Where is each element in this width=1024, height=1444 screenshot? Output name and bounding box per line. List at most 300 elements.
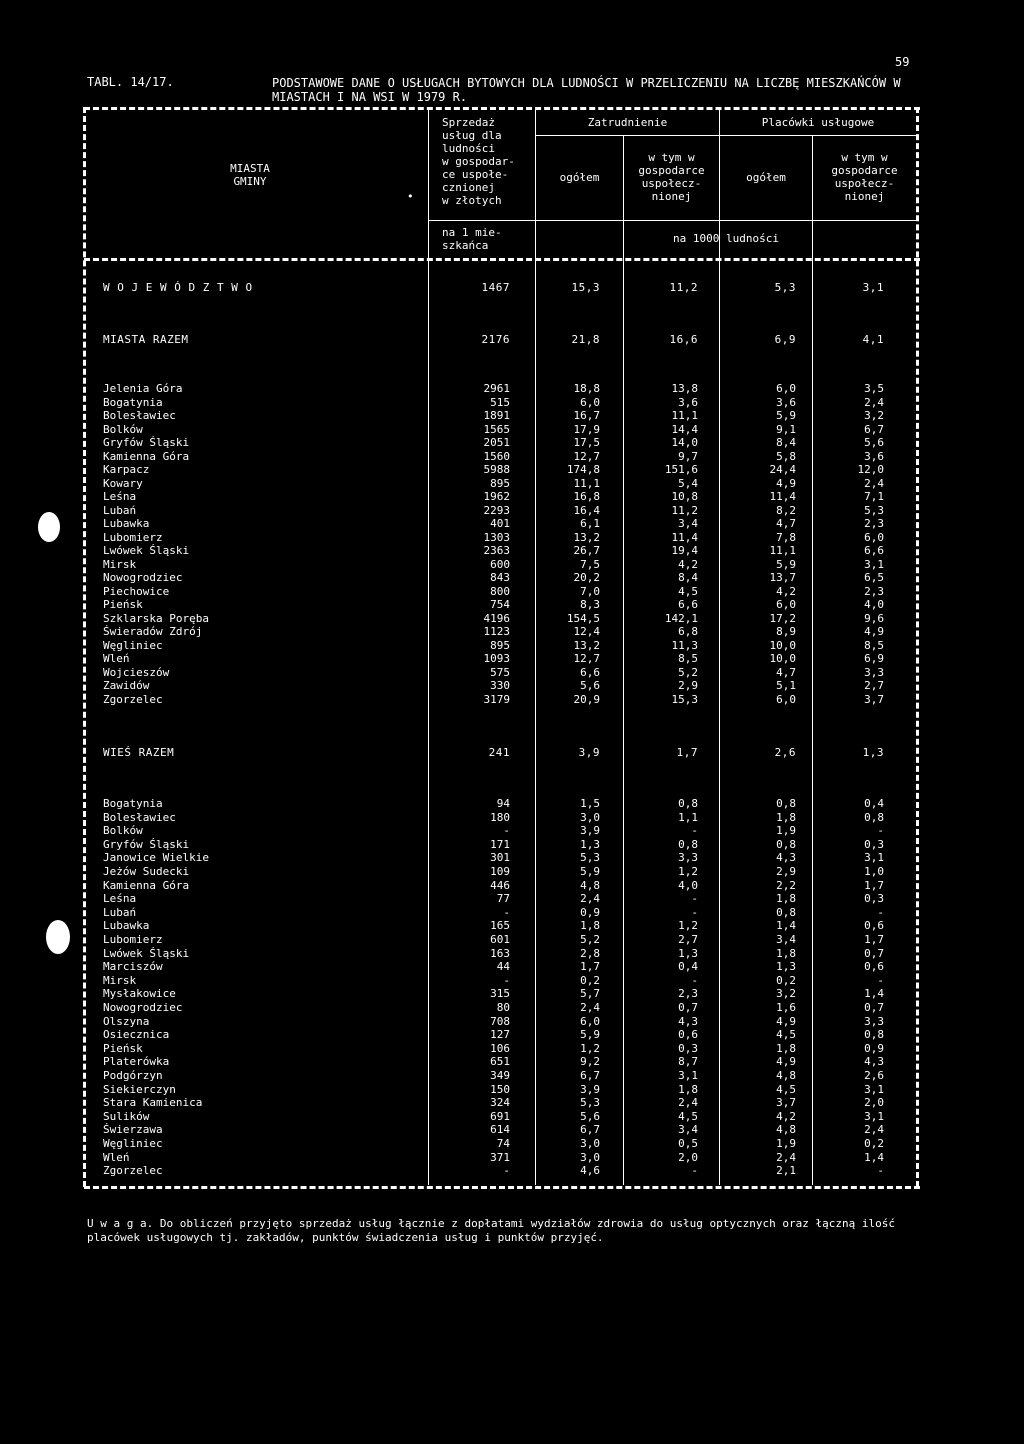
- cell-units-total: 0,8: [776, 797, 796, 810]
- cell-sales: 94: [496, 797, 510, 810]
- table-row: [0, 558, 1024, 571]
- cell-units-total: 1,9: [776, 824, 796, 838]
- cell-sales: 800: [490, 584, 510, 598]
- cell-employment-socialized: 2,9: [678, 679, 698, 692]
- cell-employment-total: 4,8: [580, 878, 600, 892]
- table-row: [0, 409, 1024, 422]
- cell-units-socialized: 4,9: [864, 625, 884, 638]
- cell-employment-socialized: 1,2: [678, 919, 698, 933]
- table-row: [0, 625, 1024, 638]
- cell-employment-total: 2,4: [580, 892, 600, 906]
- cell-units-total: 4,2: [776, 584, 796, 598]
- cell-employment-socialized: 0,4: [678, 960, 698, 974]
- cell-sales: 1565: [483, 422, 510, 436]
- cell-employment-total: 1,8: [580, 919, 600, 933]
- page-number: 59: [895, 55, 910, 69]
- table-row: [0, 1164, 1024, 1177]
- cell-units-total: 9,1: [776, 422, 796, 436]
- cell-employment-socialized: 4,5: [678, 584, 698, 598]
- table-row: [0, 504, 1024, 517]
- row-name: Zawidów: [103, 679, 150, 692]
- cell-units-socialized: 1,7: [864, 878, 884, 892]
- cell-units-total: 2,4: [776, 1150, 796, 1164]
- cell-units-total: 17,2: [769, 611, 796, 625]
- cell-units-total: 6,0: [776, 598, 796, 611]
- table-row: [0, 517, 1024, 530]
- table-row: [0, 666, 1024, 679]
- cell-units-socialized: 3,1: [864, 557, 884, 571]
- cell-employment-socialized: 9,7: [678, 449, 698, 463]
- group-underline: [536, 135, 916, 136]
- cell-sales: 614: [490, 1123, 510, 1137]
- cell-employment-total: 3,0: [580, 1150, 600, 1164]
- header-units-total: ogółem: [746, 171, 786, 184]
- cell-units-total: 1,8: [776, 892, 796, 906]
- cell-employment-total: 174,8: [566, 463, 600, 476]
- table-row: [0, 450, 1024, 463]
- cell-employment-total: 3,0: [580, 1137, 600, 1150]
- row-name: Lubomierz: [103, 530, 163, 544]
- cell-sales: 330: [490, 679, 510, 692]
- row-name: Zgorzelec: [103, 692, 163, 706]
- cell-sales: 601: [490, 933, 510, 946]
- cell-employment-socialized: 14,0: [671, 436, 698, 449]
- row-name: Mirsk: [103, 973, 137, 987]
- cell-sales: 301: [490, 851, 510, 865]
- cell-units-total: 4,8: [776, 1069, 796, 1082]
- cell-employment-total: 3,9: [580, 1082, 600, 1096]
- cell-employment-total: 7,5: [580, 557, 600, 571]
- cell-units-socialized: 5,3: [864, 503, 884, 517]
- cell-units-socialized: 0,3: [864, 892, 884, 906]
- footnote: U w a g a. Do obliczeń przyjęto sprzedaż usług łącznie z dopłatami wydziałów zdrowia do usług optycznych oraz łączną ilość placówek usługowych tj. zakładów, punktów świadczenia usług i punktów przyjęć.: [87, 1217, 895, 1244]
- cell-sales: 708: [490, 1014, 510, 1028]
- cell-units-socialized: 1,7: [864, 933, 884, 946]
- row-name: Bolesławiec: [103, 409, 176, 422]
- row-name: Bolesławiec: [103, 810, 176, 824]
- cell-employment-socialized: 151,6: [664, 463, 698, 476]
- cell-employment-total: 20,9: [573, 692, 600, 706]
- cell-employment-total: 8,3: [580, 598, 600, 611]
- header-employment: Zatrudnienie: [587, 116, 668, 129]
- cell-employment-total: 11,1: [573, 476, 600, 490]
- table-code: TABL. 14/17.: [87, 75, 174, 89]
- cell-units-socialized: 7,1: [864, 490, 884, 503]
- unit-row-line: [429, 220, 916, 221]
- cell-employment-total: 1,3: [580, 837, 600, 851]
- table-row: [0, 919, 1024, 932]
- row-wojewodztwo: [0, 281, 1024, 294]
- row-wies-razem: [0, 746, 1024, 759]
- cell-units-total: 2,1: [776, 1164, 796, 1178]
- row-name: Lubań: [103, 503, 137, 517]
- table-row: [0, 612, 1024, 625]
- row-name: Leśna: [103, 490, 137, 503]
- row-name: Mysłakowice: [103, 987, 176, 1001]
- cell-units-total: 4,5: [776, 1082, 796, 1096]
- cell-units-total: 4,7: [776, 665, 796, 679]
- cell-units-total: 1,9: [776, 1137, 796, 1150]
- row-name: Mirsk: [103, 557, 137, 571]
- cell-employment-socialized: 1,3: [678, 946, 698, 960]
- cell-units-total: 2,6: [774, 746, 796, 759]
- cell-units-socialized: 0,4: [864, 797, 884, 810]
- cell-sales: 1123: [483, 625, 510, 638]
- cell-employment-total: 6,0: [580, 1014, 600, 1028]
- row-name: Pieńsk: [103, 598, 143, 611]
- cell-sales: 600: [490, 557, 510, 571]
- cell-units-total: 6,0: [776, 382, 796, 395]
- cell-units-total: 4,9: [776, 476, 796, 490]
- cell-employment-total: 1,2: [580, 1041, 600, 1055]
- header-per-1000: na 1000 ludności: [673, 232, 779, 245]
- cell-employment-total: 5,9: [580, 1028, 600, 1042]
- cell-units-socialized: 0,7: [864, 946, 884, 960]
- header-bottom-border: [84, 258, 920, 261]
- cell-units-socialized: 4,1: [862, 333, 884, 346]
- cell-employment-total: 17,9: [573, 422, 600, 436]
- cell-employment-total: 18,8: [573, 382, 600, 395]
- cell-units-socialized: 2,3: [864, 584, 884, 598]
- cell-units-total: 2,2: [776, 878, 796, 892]
- row-name: Kamienna Góra: [103, 449, 190, 463]
- cell-units-socialized: 0,8: [864, 810, 884, 824]
- cell-units-socialized: 3,1: [864, 1109, 884, 1123]
- cell-units-total: 10,0: [769, 652, 796, 665]
- table-row: [0, 585, 1024, 598]
- cell-employment-socialized: 4,3: [678, 1014, 698, 1028]
- cell-employment-socialized: 3,6: [678, 395, 698, 409]
- cell-units-total: 11,4: [769, 490, 796, 503]
- table-row: [0, 382, 1024, 395]
- cell-employment-socialized: 3,1: [678, 1069, 698, 1082]
- row-name: Wleń: [103, 1150, 130, 1164]
- cell-units-total: 11,1: [769, 544, 796, 557]
- cell-sales: 2176: [481, 333, 510, 346]
- cell-employment-total: 0,2: [580, 973, 600, 987]
- cell-sales: 150: [490, 1082, 510, 1096]
- cell-units-total: 6,9: [774, 333, 796, 346]
- cell-employment-total: 0,9: [580, 905, 600, 919]
- cell-employment-socialized: 19,4: [671, 544, 698, 557]
- cell-units-total: 8,2: [776, 503, 796, 517]
- row-name: Lwówek Śląski: [103, 946, 190, 960]
- cell-units-total: 5,9: [776, 409, 796, 422]
- row-name: Pieńsk: [103, 1041, 143, 1055]
- cell-employment-socialized: -: [691, 1164, 698, 1178]
- cell-units-socialized: 0,9: [864, 1041, 884, 1055]
- scan-hole-mark: [46, 920, 70, 954]
- cell-sales: 446: [490, 878, 510, 892]
- cell-units-socialized: 2,7: [864, 679, 884, 692]
- cell-employment-socialized: 1,1: [678, 810, 698, 824]
- cell-employment-total: 5,7: [580, 987, 600, 1001]
- cell-employment-socialized: 1,8: [678, 1082, 698, 1096]
- cell-units-socialized: 0,3: [864, 837, 884, 851]
- cell-units-socialized: -: [877, 905, 884, 919]
- row-name: Lubań: [103, 905, 137, 919]
- row-name: Marciszów: [103, 960, 163, 974]
- stray-dot: •: [407, 190, 414, 203]
- cell-units-socialized: 1,0: [864, 865, 884, 878]
- cell-employment-total: 12,4: [573, 625, 600, 638]
- cell-units-socialized: 3,3: [864, 665, 884, 679]
- cell-sales: 1891: [483, 409, 510, 422]
- cell-units-total: 1,4: [776, 919, 796, 933]
- table-row: [0, 1083, 1024, 1096]
- table-row: [0, 1151, 1024, 1164]
- cell-units-socialized: 6,6: [864, 544, 884, 557]
- row-name: Siekierczyn: [103, 1082, 176, 1096]
- cell-sales: 691: [490, 1109, 510, 1123]
- cell-employment-total: 3,9: [580, 824, 600, 838]
- row-name: Jelenia Góra: [103, 382, 183, 395]
- table-row: [0, 851, 1024, 864]
- cell-employment-socialized: 1,2: [678, 865, 698, 878]
- cell-employment-socialized: 5,4: [678, 476, 698, 490]
- row-name: Sulików: [103, 1109, 150, 1123]
- cell-units-socialized: 1,3: [862, 746, 884, 759]
- cell-sales: 74: [496, 1137, 510, 1150]
- cell-employment-total: 16,7: [573, 409, 600, 422]
- cell-employment-socialized: 13,8: [671, 382, 698, 395]
- cell-sales: 77: [496, 892, 510, 906]
- cell-employment-total: 5,9: [580, 865, 600, 878]
- table-row: [0, 1001, 1024, 1014]
- cell-units-socialized: 3,6: [864, 449, 884, 463]
- cell-units-socialized: 12,0: [857, 463, 884, 476]
- cell-sales: 241: [488, 746, 510, 759]
- cell-units-socialized: 2,3: [864, 517, 884, 530]
- cell-employment-socialized: 4,5: [678, 1109, 698, 1123]
- table-title: PODSTAWOWE DANE O USŁUGACH BYTOWYCH DLA LUDNOŚCI W PRZELICZENIU NA LICZBĘ MIESZKAŃCÓW W MIASTACH I NA WSI W 1979 R.: [272, 76, 901, 104]
- table-row: [0, 1042, 1024, 1055]
- table-row: [0, 639, 1024, 652]
- row-name: Lubawka: [103, 919, 150, 933]
- cell-sales: 315: [490, 987, 510, 1001]
- cell-units-socialized: 0,6: [864, 960, 884, 974]
- row-name: Zgorzelec: [103, 1164, 163, 1178]
- cell-employment-socialized: 8,5: [678, 652, 698, 665]
- row-name: MIASTA RAZEM: [103, 333, 189, 346]
- table-row: [0, 544, 1024, 557]
- table-row: [0, 811, 1024, 824]
- header-sales-unit: na 1 mie- szkańca: [442, 226, 502, 252]
- cell-units-total: 1,8: [776, 946, 796, 960]
- cell-employment-socialized: 3,4: [678, 1123, 698, 1137]
- table-row: [0, 987, 1024, 1000]
- cell-employment-socialized: 0,5: [678, 1137, 698, 1150]
- cell-sales: 895: [490, 476, 510, 490]
- cell-units-total: 4,5: [776, 1028, 796, 1042]
- cell-employment-socialized: 2,4: [678, 1096, 698, 1110]
- cell-sales: -: [503, 1164, 510, 1178]
- row-name: Jeżów Sudecki: [103, 865, 190, 878]
- cell-units-socialized: 6,9: [864, 652, 884, 665]
- table-row: [0, 947, 1024, 960]
- row-name: Gryfów Śląski: [103, 837, 190, 851]
- cell-employment-socialized: 2,3: [678, 987, 698, 1001]
- cell-sales: 165: [490, 919, 510, 933]
- cell-units-socialized: -: [877, 1164, 884, 1178]
- cell-employment-socialized: 11,2: [669, 281, 698, 294]
- table-row: [0, 1055, 1024, 1068]
- cell-units-total: 3,2: [776, 987, 796, 1001]
- cell-employment-socialized: 10,8: [671, 490, 698, 503]
- cell-units-socialized: 2,0: [864, 1096, 884, 1110]
- table-row: [0, 463, 1024, 476]
- cell-units-socialized: 1,4: [864, 1150, 884, 1164]
- table-row: [0, 1096, 1024, 1109]
- row-name: Piechowice: [103, 584, 170, 598]
- cell-employment-socialized: 142,1: [664, 611, 698, 625]
- row-name: Osiecznica: [103, 1028, 170, 1042]
- cell-units-total: 3,7: [776, 1096, 796, 1110]
- cell-employment-socialized: 8,4: [678, 571, 698, 584]
- cell-units-total: 8,9: [776, 625, 796, 638]
- cell-employment-total: 9,2: [580, 1055, 600, 1069]
- cell-units-socialized: 3,5: [864, 382, 884, 395]
- cell-employment-socialized: 14,4: [671, 422, 698, 436]
- row-name: Podgórzyn: [103, 1069, 163, 1082]
- table-row: [0, 1028, 1024, 1041]
- cell-employment-socialized: 5,2: [678, 665, 698, 679]
- cell-sales: 2363: [483, 544, 510, 557]
- cell-employment-socialized: -: [691, 892, 698, 906]
- cell-sales: 349: [490, 1069, 510, 1082]
- table-row: [0, 423, 1024, 436]
- row-name: Bogatynia: [103, 797, 163, 810]
- cell-units-total: 0,2: [776, 973, 796, 987]
- cell-units-socialized: 2,4: [864, 395, 884, 409]
- cell-units-total: 1,8: [776, 810, 796, 824]
- cell-sales: 754: [490, 598, 510, 611]
- table-row: [0, 838, 1024, 851]
- cell-units-total: 4,9: [776, 1014, 796, 1028]
- table-row: [0, 1137, 1024, 1150]
- cell-units-socialized: 3,1: [864, 1082, 884, 1096]
- cell-employment-total: 5,6: [580, 1109, 600, 1123]
- header-miasta-gminy: MIASTA GMINY: [230, 162, 270, 188]
- row-name: Lubawka: [103, 517, 150, 530]
- cell-units-total: 6,0: [776, 692, 796, 706]
- table-row: [0, 1069, 1024, 1082]
- cell-employment-total: 26,7: [573, 544, 600, 557]
- cell-units-socialized: 2,4: [864, 1123, 884, 1137]
- table-row: [0, 477, 1024, 490]
- cell-units-socialized: 0,7: [864, 1001, 884, 1014]
- row-name: Kowary: [103, 476, 143, 490]
- cell-employment-total: 16,4: [573, 503, 600, 517]
- table-row: [0, 797, 1024, 810]
- cell-units-total: 24,4: [769, 463, 796, 476]
- cell-units-socialized: 4,0: [864, 598, 884, 611]
- cell-units-socialized: 4,3: [864, 1055, 884, 1069]
- cell-employment-total: 1,7: [580, 960, 600, 974]
- row-name: Platerówka: [103, 1055, 170, 1069]
- row-name: Węgliniec: [103, 638, 163, 652]
- cell-units-socialized: 0,2: [864, 1137, 884, 1150]
- cell-sales: 109: [490, 865, 510, 878]
- table-row: [0, 679, 1024, 692]
- cell-units-socialized: 3,7: [864, 692, 884, 706]
- table-row: [0, 824, 1024, 837]
- table-row: [0, 490, 1024, 503]
- row-name: Bolków: [103, 824, 143, 838]
- table-row: [0, 1123, 1024, 1136]
- cell-employment-socialized: 2,0: [678, 1150, 698, 1164]
- table-row: [0, 933, 1024, 946]
- cell-employment-total: 13,2: [573, 530, 600, 544]
- cell-units-total: 3,6: [776, 395, 796, 409]
- row-name: Bogatynia: [103, 395, 163, 409]
- cell-sales: 171: [490, 837, 510, 851]
- row-name: Węgliniec: [103, 1137, 163, 1150]
- cell-sales: 324: [490, 1096, 510, 1110]
- cell-units-socialized: 3,2: [864, 409, 884, 422]
- row-name: Olszyna: [103, 1014, 150, 1028]
- cell-units-total: 7,8: [776, 530, 796, 544]
- cell-employment-total: 6,1: [580, 517, 600, 530]
- cell-employment-socialized: 0,6: [678, 1028, 698, 1042]
- cell-sales: -: [503, 905, 510, 919]
- scan-hole-mark: [38, 512, 60, 542]
- cell-units-socialized: 9,6: [864, 611, 884, 625]
- cell-units-total: 1,3: [776, 960, 796, 974]
- cell-units-socialized: 0,8: [864, 1028, 884, 1042]
- cell-employment-socialized: 16,6: [669, 333, 698, 346]
- cell-employment-socialized: -: [691, 905, 698, 919]
- cell-employment-socialized: 6,8: [678, 625, 698, 638]
- cell-sales: 895: [490, 638, 510, 652]
- cell-employment-socialized: 2,7: [678, 933, 698, 946]
- cell-units-total: 4,2: [776, 1109, 796, 1123]
- cell-units-total: 4,8: [776, 1123, 796, 1137]
- cell-employment-socialized: 3,4: [678, 517, 698, 530]
- row-name: Leśna: [103, 892, 137, 906]
- table-row: [0, 1015, 1024, 1028]
- cell-employment-total: 154,5: [566, 611, 600, 625]
- cell-employment-socialized: -: [691, 973, 698, 987]
- cell-employment-socialized: -: [691, 824, 698, 838]
- header-employment-socialized: w tym w gospodarce uspołecz- nionej: [638, 151, 705, 203]
- row-name: Nowogrodziec: [103, 1001, 183, 1014]
- cell-sales: 3179: [483, 692, 510, 706]
- table-row: [0, 693, 1024, 706]
- table-row: [0, 1110, 1024, 1123]
- cell-units-total: 5,1: [776, 679, 796, 692]
- cell-employment-total: 16,8: [573, 490, 600, 503]
- cell-units-total: 4,9: [776, 1055, 796, 1069]
- cell-sales: 371: [490, 1150, 510, 1164]
- cell-employment-total: 6,7: [580, 1123, 600, 1137]
- row-name: Wojcieszów: [103, 665, 170, 679]
- row-miasta-razem: [0, 333, 1024, 346]
- cell-employment-socialized: 11,4: [671, 530, 698, 544]
- header-units-socialized: w tym w gospodarce uspołecz- nionej: [831, 151, 898, 203]
- cell-sales: -: [503, 973, 510, 987]
- cell-employment-total: 2,8: [580, 946, 600, 960]
- cell-employment-socialized: 0,7: [678, 1001, 698, 1014]
- row-name: WIEŚ RAZEM: [103, 746, 175, 759]
- cell-employment-total: 5,3: [580, 851, 600, 865]
- cell-employment-socialized: 15,3: [671, 692, 698, 706]
- cell-units-total: 2,9: [776, 865, 796, 878]
- row-name: Świeradów Zdrój: [103, 625, 203, 638]
- table-row: [0, 892, 1024, 905]
- cell-sales: 2051: [483, 436, 510, 449]
- table-row: [0, 865, 1024, 878]
